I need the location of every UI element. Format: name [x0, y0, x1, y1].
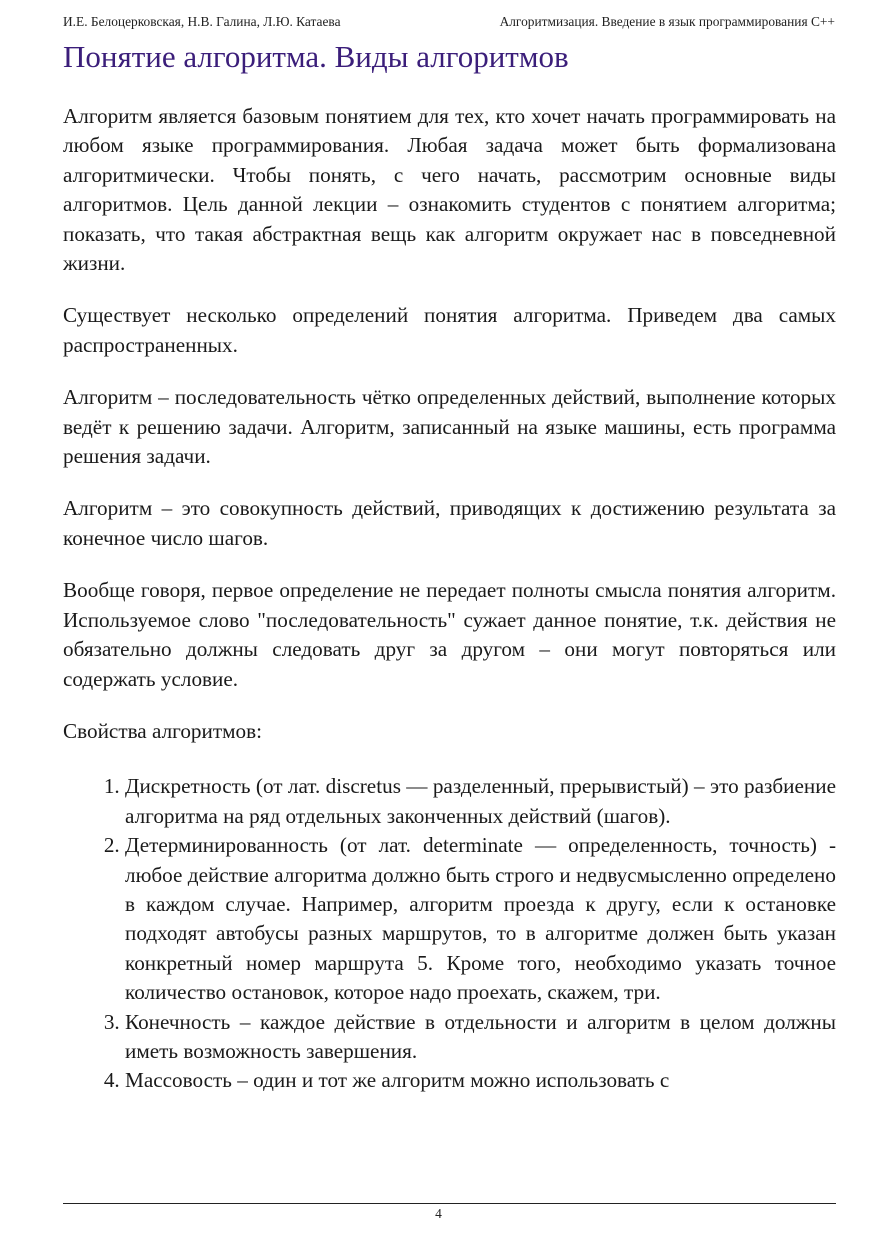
page-title: Понятие алгоритма. Виды алгоритмов	[63, 39, 569, 74]
list-item: 4. Массовость – один и тот же алгоритм можно использовать с	[125, 1066, 836, 1095]
intro-paragraph: Алгоритм является базовым понятием для тех, кто хочет начать программировать на любом языке программирования. Любая задача может быть формализована алгоритмически. Чтобы понять, с чего начать, рассмотрим основные виды алгоритмов. Цель данной лекции – ознакомить студентов с понятием алгоритма; показать, что такая абстрактная вещь как алгоритм окружает нас в повседневной жизни.	[63, 104, 836, 276]
list-item: 2. Детерминированность (от лат. determinate — определенность, точность) - любое действие алгоритма должно быть строго и недвусмысленно определено в каждом случае. Например, алгоритм проезда к другу, если к остановке подходят автобусы разных маршрутов, то в алгоритме должен быть указан конкретный номер маршрута 5. Кроме того, необходимо указать точное количество остановок, которое надо проехать, скажем, три.	[125, 831, 836, 1007]
header-authors: И.Е. Белоцерковская, Н.В. Галина, Л.Ю. Катаева	[63, 14, 341, 29]
page-header	[63, 14, 835, 36]
properties-list	[63, 772, 836, 1095]
definition-2-paragraph: Алгоритм – это совокупность действий, приводящих к достижению результата за конечное число шагов.	[63, 496, 836, 550]
definitions-intro-paragraph: Существует несколько определений понятия алгоритма. Приведем два самых распространенных.	[63, 303, 836, 357]
commentary-paragraph: Вообще говоря, первое определение не передает полноты смысла понятия алгоритм. Используемое слово "последовательность" сужает данное понятие, т.к. действия не обязательно должны следовать друг за другом – они могут повторяться или содержать условие.	[63, 578, 836, 691]
list-item: 3. Конечность – каждое действие в отдельности и алгоритм в целом должны иметь возможность завершения.	[125, 1008, 836, 1067]
properties-heading: Свойства алгоритмов:	[63, 718, 263, 743]
header-course-title: Алгоритмизация. Введение в язык программирования С++	[499, 14, 835, 29]
definition-1-paragraph: Алгоритм – последовательность чётко определенных действий, выполнение которых ведёт к решению задачи. Алгоритм, записанный на языке машины, есть программа решения задачи.	[63, 385, 836, 469]
page-number: 4	[435, 1206, 442, 1221]
list-item: 1. Дискретность (от лат. discretus — разделенный, прерывистый) – это разбиение алгоритма на ряд отдельных законченных действий (шагов).	[125, 772, 836, 831]
main-content	[63, 102, 836, 1096]
footer-divider	[63, 1203, 836, 1204]
